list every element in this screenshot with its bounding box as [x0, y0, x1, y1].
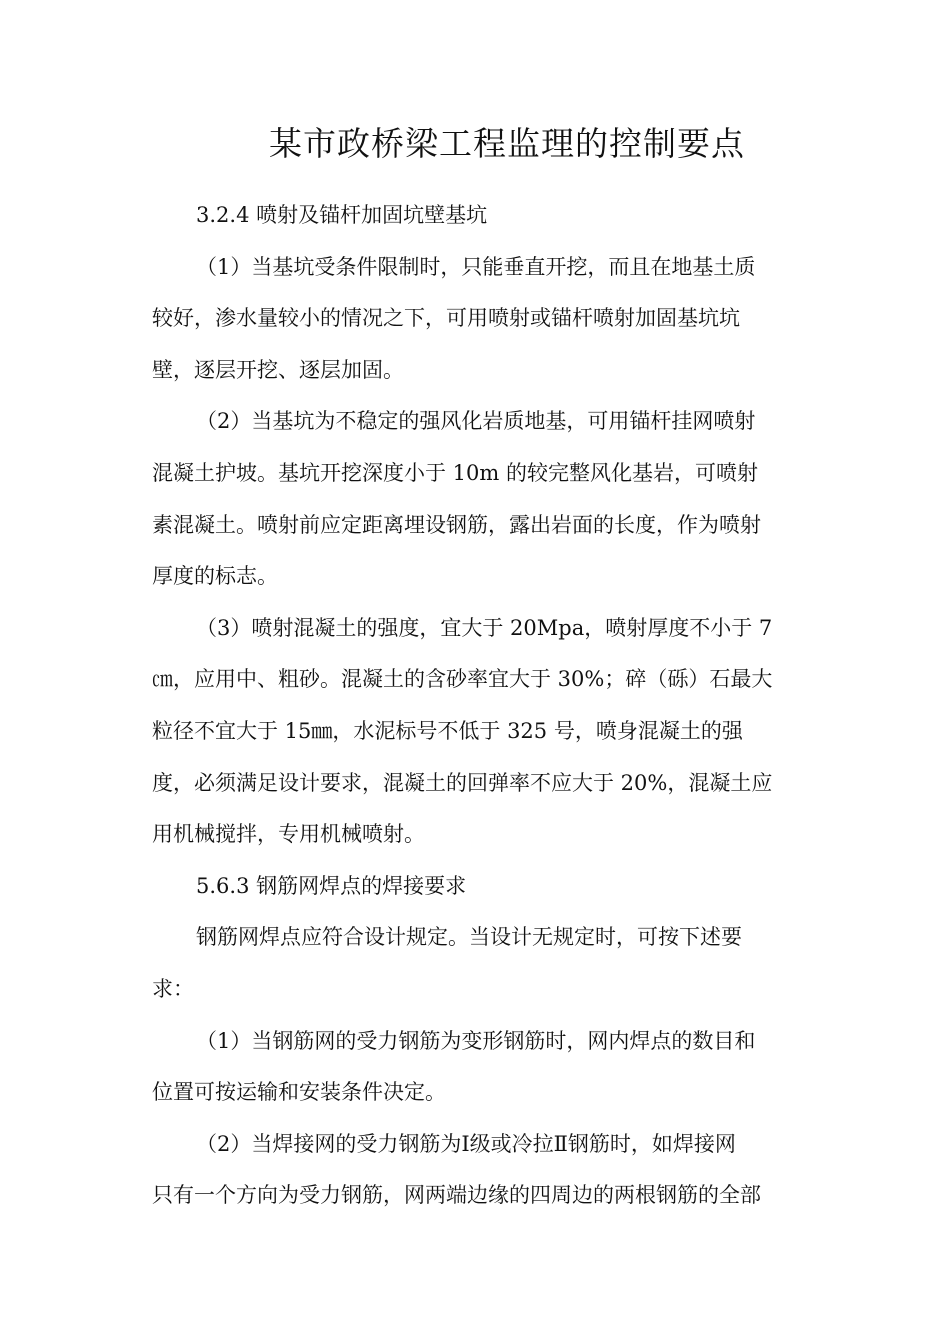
paragraph-4	[152, 912, 800, 1015]
text-line: 用机械搅拌，专用机械喷射。	[152, 822, 425, 847]
paragraph-1	[152, 242, 800, 397]
paragraph-5	[152, 1016, 800, 1119]
text-line: 位置可按运输和安装条件决定。	[152, 1080, 446, 1105]
document-title: 某市政桥梁工程监理的控制要点	[269, 124, 745, 163]
text-line: 求：	[152, 976, 194, 1001]
text-line: （2）当焊接网的受力钢筋为Ⅰ级或冷拉Ⅱ钢筋时，如焊接网	[196, 1131, 736, 1156]
text-line: ㎝，应用中、粗砂。混凝土的含砂率宜大于 30%；碎（砾）石最大	[152, 667, 773, 692]
paragraph-3	[152, 603, 800, 861]
text-line: 只有一个方向为受力钢筋，网两端边缘的四周边的两根钢筋的全部	[152, 1183, 761, 1208]
text-line: 5.6.3 钢筋网焊点的焊接要求	[196, 873, 467, 898]
text-line: （3）喷射混凝土的强度，宜大于 20Mpa，喷射厚度不小于 7	[196, 615, 773, 640]
text-line: 度，必须满足设计要求，混凝土的回弹率不应大于 20%，混凝土应	[152, 770, 773, 795]
text-line: 混凝土护坡。基坑开挖深度小于 10m 的较完整风化基岩，可喷射	[152, 460, 758, 485]
text-line: 粒径不宜大于 15㎜，水泥标号不低于 325 号，喷身混凝土的强	[152, 718, 743, 743]
section-heading-3-2-4	[152, 190, 800, 242]
paragraph-2	[152, 396, 800, 602]
text-line: （2）当基坑为不稳定的强风化岩质地基，可用锚杆挂网喷射	[196, 409, 756, 434]
text-line: 厚度的标志。	[152, 564, 278, 589]
document-body	[152, 190, 800, 1222]
paragraph-6	[152, 1119, 800, 1222]
text-line: 壁，逐层开挖、逐层加固。	[152, 357, 404, 382]
text-line: 3.2.4 喷射及锚杆加固坑壁基坑	[196, 203, 488, 227]
text-line: （1）当钢筋网的受力钢筋为变形钢筋时，网内焊点的数目和	[196, 1028, 756, 1053]
text-line: 素混凝土。喷射前应定距离埋设钢筋，露出岩面的长度，作为喷射	[152, 512, 761, 537]
text-line: 较好，渗水量较小的情况之下，可用喷射或锚杆喷射加固基坑坑	[152, 306, 740, 331]
text-line: 钢筋网焊点应符合设计规定。当设计无规定时，可按下述要	[196, 925, 742, 950]
text-line: （1）当基坑受条件限制时，只能垂直开挖，而且在地基土质	[196, 254, 756, 279]
section-heading-5-6-3	[152, 861, 800, 913]
